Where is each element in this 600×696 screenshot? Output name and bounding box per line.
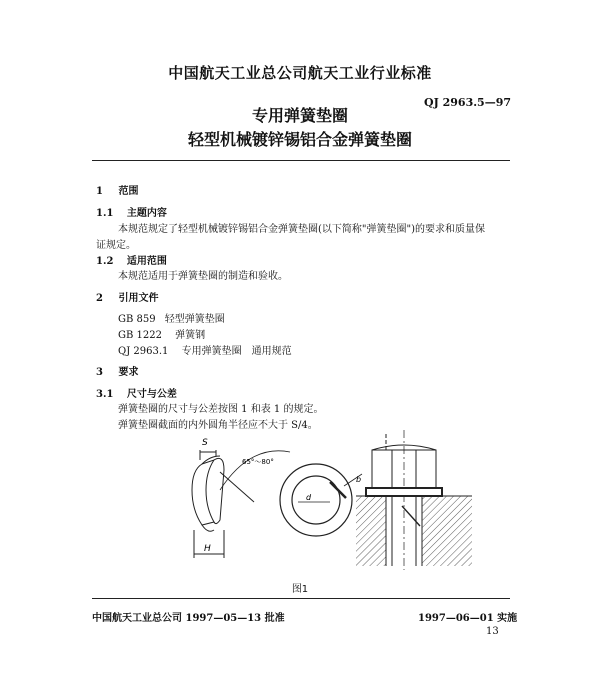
document-title-line2: 轻型机械镀锌锡铝合金弹簧垫圈 [187,130,412,149]
section-title: 引用文件 [118,293,159,304]
section-title: 范围 [118,186,139,197]
reference-code: GB 1222 [118,330,162,341]
section-1-2-text: 本规范适用于弹簧垫圈的制造和验收。 [118,271,288,282]
section-title: 适用范围 [126,256,167,267]
figure-1-drawing [180,430,480,580]
section-number: 3.1 [96,389,114,400]
section-number: 1 [96,186,103,197]
reference-item [118,326,205,341]
section-3-heading [96,363,138,378]
reference-name: 专用弹簧垫圈 通用规范 [181,346,292,357]
section-1-1-text-line2: 证规定。 [96,240,136,251]
organization-header: 中国航天工业总公司航天工业行业标准 [168,64,432,82]
section-1-2-heading [96,252,167,267]
section-title: 尺寸与公差 [126,389,177,400]
section-number: 2 [96,293,103,304]
section-3-1-text-line1: 弹簧垫圈的尺寸与公差按图 1 和表 1 的规定。 [118,404,324,415]
footer-divider [92,598,510,599]
standard-number: QJ 2963.5—97 [424,96,512,109]
section-2-heading [96,289,158,304]
effective-date: 1997—06—01 实施 [418,613,518,624]
bolt-assembly-view [356,430,472,570]
dimension-label-h: H [204,544,211,554]
dimension-label-s: S [202,438,208,448]
dimension-label-d: d [306,493,312,502]
reference-code: GB 859 [118,314,156,325]
document-title-line1: 专用弹簧垫圈 [251,106,348,125]
section-1-heading [96,182,138,197]
section-title: 主题内容 [126,208,167,219]
section-3-1-text-line2: 弹簧垫圈截面的内外圆角半径应不大于 S/4。 [118,420,318,431]
reference-name: 弹簧钢 [175,330,206,341]
page-number: 13 [486,626,499,637]
section-1-1-heading [96,204,167,219]
section-title: 要求 [118,367,139,378]
reference-item [118,342,292,357]
washer-top-view [280,464,362,536]
reference-item [118,310,225,325]
reference-code: QJ 2963.1 [118,346,169,357]
section-1-1-text-line1: 本规范规定了轻型机械镀锌锡铝合金弹簧垫圈(以下简称"弹簧垫圈")的要求和质量保 [118,224,486,235]
angle-label: 65°～80° [242,458,274,466]
section-number: 1.2 [96,256,114,267]
section-number: 3 [96,367,103,378]
angle-arc [220,451,290,490]
section-3-1-heading [96,385,177,400]
section-number: 1.1 [96,208,114,219]
approval-date: 中国航天工业总公司 1997—05—13 批准 [92,613,285,624]
reference-name: 轻型弹簧垫圈 [164,314,225,325]
figure-caption: 图1 [291,584,309,595]
dimension-label-b: b [356,475,362,484]
header-divider [92,160,510,161]
washer-side-view [192,450,254,558]
